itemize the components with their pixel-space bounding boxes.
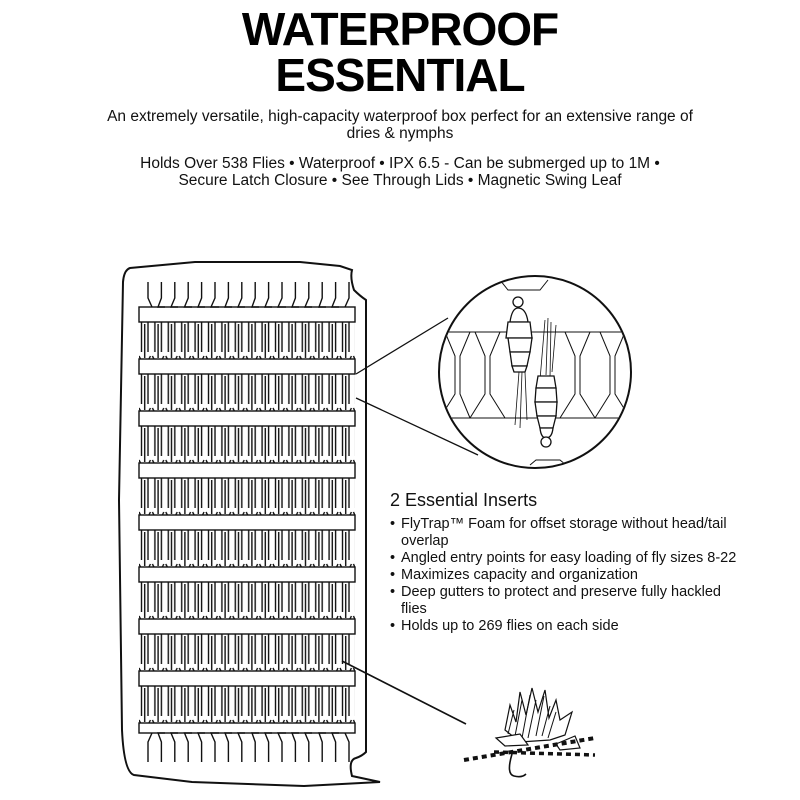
list-item: • Deep gutters to protect and preserve fully hackled flies [390,584,750,618]
foam-slot-rows [139,322,355,671]
product-subtitle: An extremely versatile, high-capacity waterproof box perfect for an extensive range of dries & nymphs [107,108,693,142]
dry-fly-icon [464,688,595,777]
features-line-2: Secure Latch Closure • See Through Lids • Magnetic Swing Leaf [178,172,622,189]
list-item: • Maximizes capacity and organization [390,567,750,584]
title-line-1: WATERPROOF [241,3,559,55]
list-item: • FlyTrap™ Foam for offset storage without head/tail overlap [390,516,750,550]
inserts-list [390,516,750,635]
inserts-heading: 2 Essential Inserts [390,490,538,510]
title-line-2: ESSENTIAL [275,49,525,101]
features-line-1: Holds Over 538 Flies • Waterproof • IPX 6.5 - Can be submerged up to 1M • [140,155,660,172]
inserts-section [390,489,750,635]
detail-zoom-circle [430,276,640,468]
list-item: • Holds up to 269 flies on each side [390,618,750,635]
list-item: • Angled entry points for easy loading of fly sizes 8-22 [390,550,750,567]
